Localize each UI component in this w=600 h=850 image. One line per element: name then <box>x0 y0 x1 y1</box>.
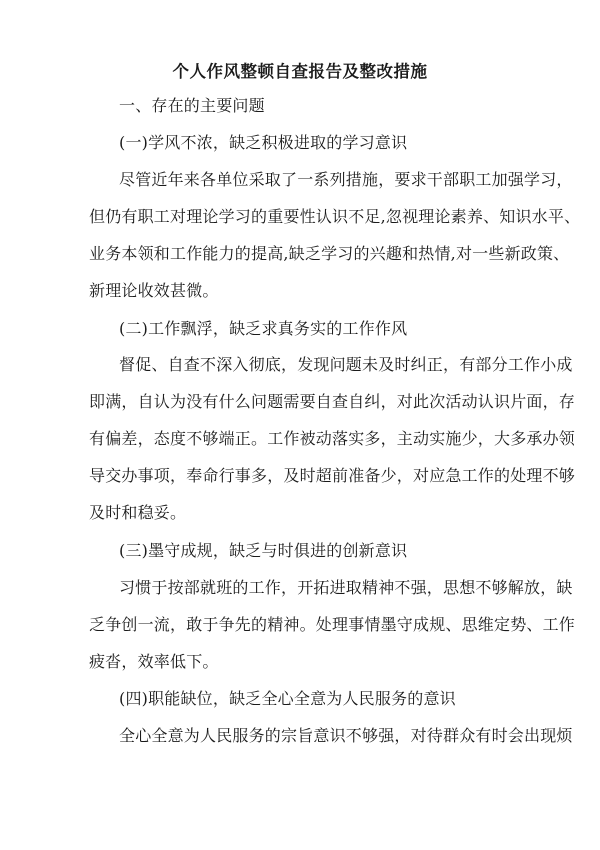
paragraph-line: 有偏差，态度不够端正。工作被动落实多，主动实施少，大多承办领 <box>89 429 576 448</box>
section-heading: 一、存在的主要问题 <box>119 96 265 115</box>
subsection-4-heading: (四)职能缺位，缺乏全心全意为人民服务的意识 <box>119 689 456 708</box>
paragraph-line: 即满，自认为没有什么问题需要自查自纠，对此次活动认识片面，存 <box>89 392 576 411</box>
paragraph-line: 疲沓，效率低下。 <box>89 652 219 671</box>
subsection-3-heading: (三)墨守成规，缺乏与时俱进的创新意识 <box>119 541 408 560</box>
paragraph-line: 习惯于按部就班的工作，开拓进取精神不强，思想不够解放，缺 <box>119 578 573 597</box>
document-title: 个人作风整顿自查报告及整改措施 <box>172 62 428 81</box>
paragraph-line: 但仍有职工对理论学习的重要性认识不足,忽视理论素养、知识水平、 <box>89 207 581 226</box>
paragraph-line: 业务本领和工作能力的提高,缺乏学习的兴趣和热情,对一些新政策、 <box>89 244 570 263</box>
paragraph-line: 及时和稳妥。 <box>89 503 187 522</box>
paragraph-line: 尽管近年来各单位采取了一系列措施，要求干部职工加强学习， <box>119 170 573 189</box>
paragraph-line: 全心全意为人民服务的宗旨意识不够强，对待群众有时会出现烦 <box>119 726 573 745</box>
paragraph-line: 导交办事项，奉命行事多，及时超前准备少，对应急工作的处理不够 <box>89 466 576 485</box>
paragraph-line: 新理论收效甚微。 <box>89 281 219 300</box>
subsection-2-heading: (二)工作飘浮，缺乏求真务实的工作作风 <box>119 319 408 338</box>
paragraph-line: 乏争创一流，敢于争先的精神。处理事情墨守成规、思维定势、工作 <box>89 615 576 634</box>
paragraph-line: 督促、自查不深入彻底，发现问题未及时纠正，有部分工作小成 <box>119 355 573 374</box>
subsection-1-heading: (一)学风不浓，缺乏积极进取的学习意识 <box>119 133 408 152</box>
